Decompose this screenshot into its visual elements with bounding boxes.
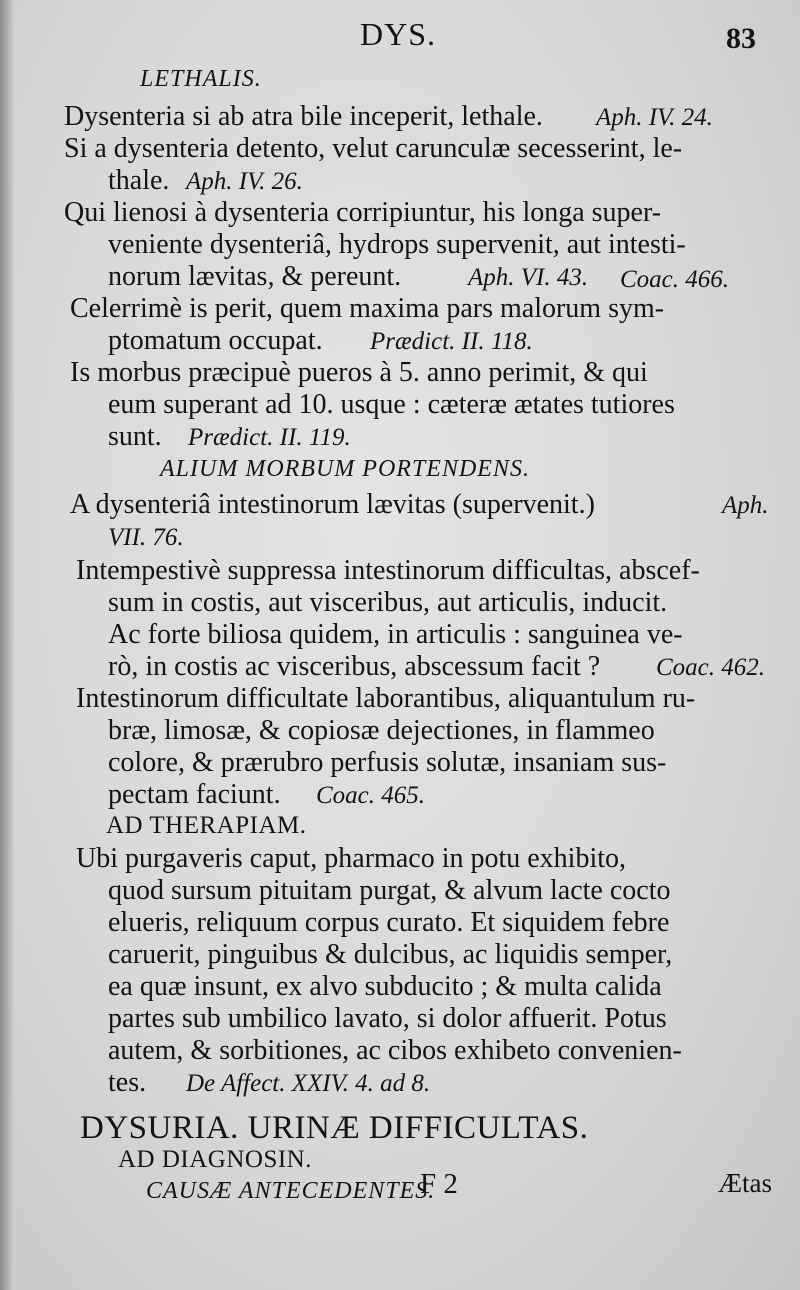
text-line: Ac forte biliosa quidem, in articulis : sanguinea ve- xyxy=(108,619,683,650)
section-heading: AD THERAPIAM. xyxy=(106,812,307,839)
text-line: norum lævitas, & pereunt. xyxy=(108,261,402,292)
text-line: ptomatum occupat. xyxy=(108,325,323,356)
text-line: partes sub umbilico lavato, si dolor affuerit. Potus xyxy=(108,1003,667,1034)
page-number: 83 xyxy=(726,22,756,55)
section-heading: CAUSÆ ANTECEDENTES. xyxy=(146,1178,436,1204)
text-line: elueris, reliquum corpus curato. Et siquidem febre xyxy=(108,907,670,938)
text-line: quod sursum pituitam purgat, & alvum lacte cocto xyxy=(108,875,671,906)
citation: VII. 76. xyxy=(108,524,184,551)
text-line: veniente dysenteriâ, hydrops supervenit, aut intesti- xyxy=(108,229,686,260)
text-line: autem, & sorbitiones, ac cibos exhibeto convenien- xyxy=(108,1035,682,1066)
page-edge-shadow xyxy=(0,0,14,1290)
citation: Aph. xyxy=(722,492,769,519)
text-line: Si a dysenteria detento, velut carunculæ secesserint, le- xyxy=(64,133,683,164)
text-line: thale. xyxy=(108,165,170,196)
text-line: Intempestivè suppressa intestinorum difficultas, abscef- xyxy=(76,555,700,586)
text-line: ea quæ insunt, ex alvo subducito ; & multa calida xyxy=(108,971,662,1002)
text-line: Qui lienosi à dysenteria corripiuntur, his longa super- xyxy=(64,197,662,228)
text-line: eum superant ad 10. usque : cæteræ ætates tutiores xyxy=(108,389,675,420)
text-line: sum in costis, aut visceribus, aut articulis, inducit. xyxy=(108,587,668,618)
text-line: rò, in costis ac visceribus, abscessum facit ? xyxy=(108,651,601,682)
citation: Coac. 465. xyxy=(316,782,426,809)
text-line: Intestinorum difficultate laborantibus, aliquantulum ru- xyxy=(76,683,696,714)
citation: Aph. IV. 26. xyxy=(186,168,303,195)
text-line: A dysenteriâ intestinorum lævitas (supervenit.) xyxy=(70,489,595,520)
section-heading: LETHALIS. xyxy=(140,66,262,92)
citation: De Affect. XXIV. 4. ad 8. xyxy=(186,1070,431,1097)
running-head: DYS. xyxy=(360,16,437,52)
text-line: colore, & prærubro perfusis solutæ, insaniam sus- xyxy=(108,747,667,778)
section-heading: DYSURIA. URINÆ DIFFICULTAS. xyxy=(80,1110,589,1146)
text-line: bræ, limosæ, & copiosæ dejectiones, in flammeo xyxy=(108,715,655,746)
section-heading: AD DIAGNOSIN. xyxy=(118,1146,312,1173)
citation: Coac. 466. xyxy=(620,266,730,293)
text-line: Is morbus præcipuè pueros à 5. anno perimit, & qui xyxy=(70,357,648,388)
citation: Aph. VI. 43. xyxy=(468,264,589,291)
text-line: caruerit, pinguibus & dulcibus, ac liquidis semper, xyxy=(108,939,673,970)
text-line: Dysenteria si ab atra bile inceperit, lethale. xyxy=(64,101,543,132)
text-line: pectam faciunt. xyxy=(108,779,281,810)
text-line: Celerrimè is perit, quem maxima pars malorum sym- xyxy=(70,293,665,324)
citation: Aph. IV. 24. xyxy=(596,104,713,131)
citation: Coac. 462. xyxy=(656,654,766,681)
citation: Prædict. II. 118. xyxy=(370,328,533,355)
citation: Prædict. II. 119. xyxy=(188,424,351,451)
signature-mark: F 2 xyxy=(420,1168,458,1200)
text-line: sunt. xyxy=(108,421,162,452)
text-line: Ubi purgaveris caput, pharmaco in potu exhibito, xyxy=(76,843,627,874)
section-heading: ALIUM MORBUM PORTENDENS. xyxy=(160,456,530,482)
catchword: Ætas xyxy=(718,1168,772,1198)
text-line: tes. xyxy=(108,1067,147,1098)
